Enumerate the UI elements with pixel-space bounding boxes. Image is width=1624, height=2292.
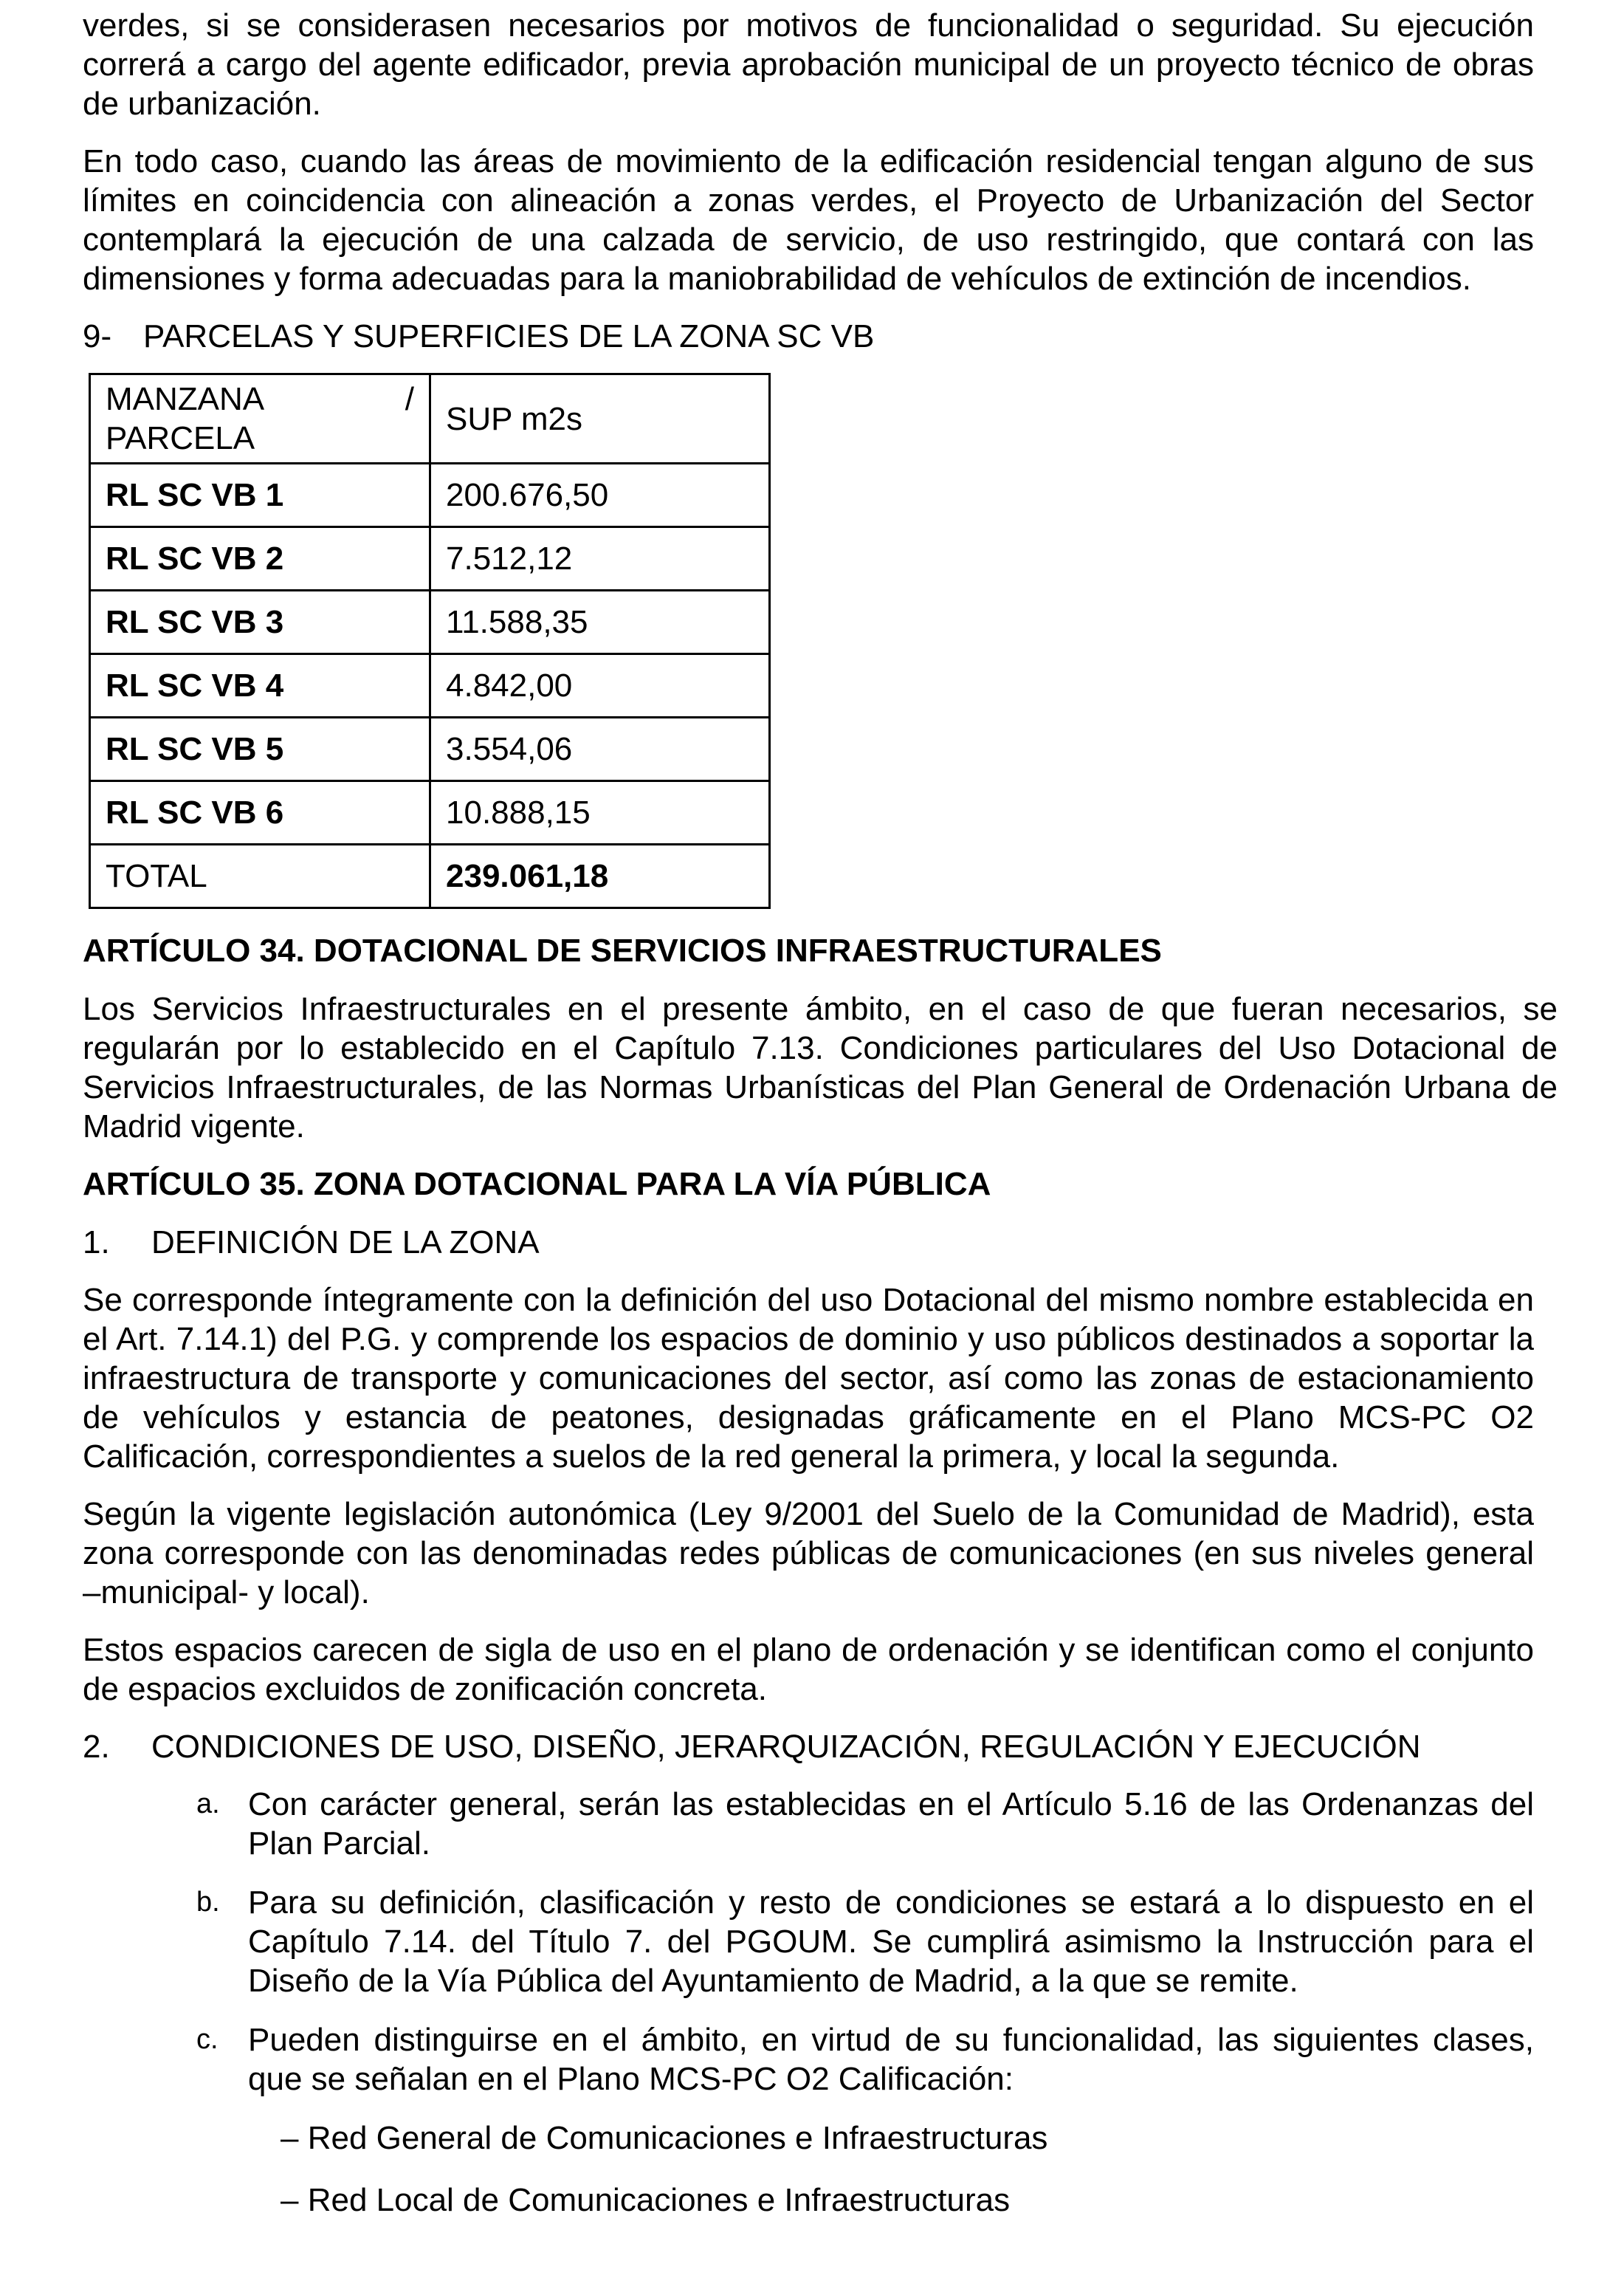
cell-total-value: 239.061,18 xyxy=(430,845,770,908)
list-text: Con carácter general, serán las establecidas en el Artículo 5.16 de las Ordenanzas del Plan Parcial. xyxy=(248,1786,1534,1862)
cell-sup: 4.842,00 xyxy=(430,654,770,718)
header-text: MANZANA xyxy=(106,381,265,417)
list-letter: c. xyxy=(196,2024,219,2055)
header-cell-sup: SUP m2s xyxy=(430,374,770,464)
subsection-title: CONDICIONES DE USO, DISEÑO, JERARQUIZACIÓN, REGULACIÓN Y EJECUCIÓN xyxy=(151,1729,1421,1765)
parcel-table xyxy=(89,373,771,909)
subsection-heading-2 xyxy=(83,1727,1534,1766)
paragraph: En todo caso, cuando las áreas de movimiento de la edificación residencial tengan alguno de sus límites en coincidencia con alineación a zonas verdes, el Proyecto de Urbanización del Sector contemplará la ejecución de una calzada de servicio, de uso restringido, que contará con las dimensiones y forma adecuadas para la maniobrabilidad de vehículos de extinción de incendios. xyxy=(83,143,1534,297)
cell-parcela: RL SC VB 2 xyxy=(90,527,430,591)
table-row xyxy=(90,781,770,845)
section-heading-9 xyxy=(83,317,1534,356)
header-slash: / xyxy=(405,381,414,417)
subsection-heading-1 xyxy=(83,1223,1534,1262)
cell-parcela: RL SC VB 6 xyxy=(90,781,430,845)
paragraph: verdes, si se considerasen necesarios por motivos de funcionalidad o seguridad. Su ejecución correrá a cargo del agente edificador, previa aprobación municipal de un proyecto técnico de obras de urbanización. xyxy=(83,7,1534,122)
cell-sup: 200.676,50 xyxy=(430,464,770,527)
article-34-heading: ARTÍCULO 34. DOTACIONAL DE SERVICIOS INFRAESTRUCTURALES xyxy=(83,933,1162,969)
list-letter: b. xyxy=(196,1887,220,1918)
cell-sup: 3.554,06 xyxy=(430,718,770,781)
table-row xyxy=(90,527,770,591)
cell-sup: 7.512,12 xyxy=(430,527,770,591)
table-total-row xyxy=(90,845,770,908)
dash-item: – Red General de Comunicaciones e Infraestructuras xyxy=(281,2120,1048,2156)
section-number: 9- xyxy=(83,318,112,354)
dash-item: – Red Local de Comunicaciones e Infraestructuras xyxy=(281,2182,1011,2218)
list-text: Para su definición, clasificación y resto de condiciones se estará a lo dispuesto en el Capítulo 7.14. del Título 7. del PGOUM. Se cumplirá asimismo la Instrucción para el Diseño de la Vía Pública del Ayuntamiento de Madrid, a la que se remite. xyxy=(248,1884,1534,1999)
paragraph: Se corresponde íntegramente con la definición del uso Dotacional del mismo nombre establecida en el Art. 7.14.1) del P.G. y comprende los espacios de dominio y uso públicos destinados a soportar la infraestructura de transporte y comunicaciones del sector, así como las zonas de estacionamiento de vehículos y estancia de peatones, designadas gráficamente en el Plano MCS-PC O2 Calificación, correspondientes a suelos de la red general la primera, y local la segunda. xyxy=(83,1282,1534,1475)
subsection-number: 1. xyxy=(83,1224,110,1260)
list-item xyxy=(83,1785,1534,1863)
paragraph: Estos espacios carecen de sigla de uso en el plano de ordenación y se identifican como el conjunto de espacios excluidos de zonificación concreta. xyxy=(83,1632,1534,1707)
subsection-number: 2. xyxy=(83,1729,110,1765)
table-row xyxy=(90,718,770,781)
cell-total-label: TOTAL xyxy=(90,845,430,908)
cell-sup: 11.588,35 xyxy=(430,591,770,654)
list-letter: a. xyxy=(196,1788,220,1819)
paragraph: Según la vigente legislación autonómica (Ley 9/2001 del Suelo de la Comunidad de Madrid), esta zona corresponde con las denominadas redes públicas de comunicaciones (en sus niveles general –municipal- y local). xyxy=(83,1496,1534,1610)
section-title: PARCELAS Y SUPERFICIES DE LA ZONA SC VB xyxy=(143,318,875,354)
cell-parcela: RL SC VB 3 xyxy=(90,591,430,654)
header-text: PARCELA xyxy=(106,420,255,456)
table-row xyxy=(90,654,770,718)
document-page xyxy=(83,6,1558,2243)
table-row xyxy=(90,464,770,527)
list-text: Pueden distinguirse en el ámbito, en virtud de su funcionalidad, las siguientes clases, que se señalan en el Plano MCS-PC O2 Calificación: xyxy=(248,2022,1534,2097)
cell-parcela: RL SC VB 1 xyxy=(90,464,430,527)
header-cell-parcela xyxy=(90,374,430,464)
article-35-heading: ARTÍCULO 35. ZONA DOTACIONAL PARA LA VÍA PÚBLICA xyxy=(83,1166,991,1202)
table-row xyxy=(90,591,770,654)
list-item xyxy=(83,2020,1534,2099)
list-item xyxy=(83,1883,1534,2000)
table-header-row xyxy=(90,374,770,464)
cell-sup: 10.888,15 xyxy=(430,781,770,845)
subsection-title: DEFINICIÓN DE LA ZONA xyxy=(151,1224,540,1260)
cell-parcela: RL SC VB 4 xyxy=(90,654,430,718)
paragraph: Los Servicios Infraestructurales en el presente ámbito, en el caso de que fueran necesarios, se regularán por lo establecido en el Capítulo 7.13. Condiciones particulares del Uso Dotacional de Servicios Infraestructurales, de las Normas Urbanísticas del Plan General de Ordenación Urbana de Madrid vigente. xyxy=(83,991,1558,1145)
cell-parcela: RL SC VB 5 xyxy=(90,718,430,781)
